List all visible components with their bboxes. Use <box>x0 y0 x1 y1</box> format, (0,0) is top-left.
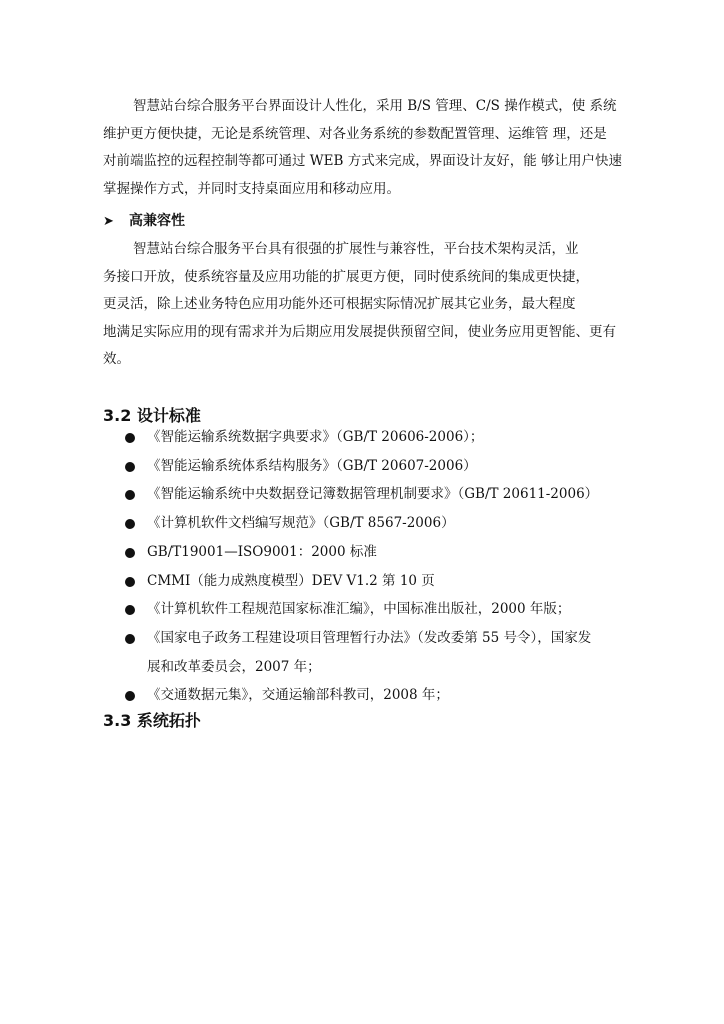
list-item-text: 《计算机软件文档编写规范》（GB/T 8567-2006） <box>147 515 455 532</box>
compat-line: 更灵活，除上述业务特色应用功能外还可根据实际情况扩展其它业务，最大程度 <box>103 296 576 312</box>
bullet-dot-icon <box>125 634 135 644</box>
list-item <box>103 423 663 452</box>
compat-heading <box>103 210 185 230</box>
intro-line: 智慧站台综合服务平台界面设计人性化，采用 B/S 管理、C/S 操作模式，使 系统 <box>133 98 617 114</box>
list-item <box>103 681 663 710</box>
list-item-text: 《计算机软件工程规范国家标准汇编》，中国标准出版社，2000 年版； <box>147 601 571 618</box>
list-item-text: CMMI（能力成熟度模型）DEV V1.2 第 10 页 <box>147 572 435 589</box>
arrow-bullet-icon: ➤ <box>103 214 114 229</box>
bullet-dot-icon <box>125 433 135 443</box>
bullet-dot-icon <box>125 490 135 500</box>
list-item <box>103 538 663 567</box>
intro-paragraph <box>103 93 663 203</box>
intro-line: 维护更方便快捷，无论是系统管理、对各业务系统的参数配置管理、运维管 理，还是 <box>103 125 607 142</box>
list-item-text: 《智能运输系统体系结构服务》（GB/T 20607-2006） <box>147 457 477 474</box>
bullet-dot-icon <box>125 462 135 472</box>
intro-line: 对前端监控的远程控制等都可通过 WEB 方式来完成，界面设计友好，能 够让用户快速 <box>103 153 623 169</box>
bullet-dot-icon <box>125 577 135 587</box>
compat-line: 效。 <box>103 351 130 367</box>
compat-line: 地满足实际应用的现有需求并为后期应用发展提供预留空间，使业务应用更智能、更有 <box>103 323 616 340</box>
compat-line: 务接口开放，使系统容量及应用功能的扩展更方便，同时使系统间的集成更快捷， <box>103 268 589 285</box>
compat-heading-label: 高兼容性 <box>129 213 185 229</box>
list-item <box>103 595 663 624</box>
list-item <box>103 624 663 653</box>
list-item-text: 《智能运输系统中央数据登记簿数据管理机制要求》（GB/T 20611-2006） <box>147 486 599 503</box>
intro-line: 掌握操作方式，并同时支持桌面应用和移动应用。 <box>103 180 400 197</box>
list-item <box>103 480 663 509</box>
list-item-text: 《智能运输系统数据字典要求》（GB/T 20606-2006）； <box>147 429 484 445</box>
list-item <box>103 567 663 596</box>
bullet-dot-icon <box>125 605 135 615</box>
list-item <box>103 452 663 481</box>
bullet-dot-icon <box>125 691 135 701</box>
compat-paragraph <box>103 236 663 374</box>
list-item-text: 《国家电子政务工程建设项目管理暂行办法》（发改委第 55 号令），国家发 <box>147 629 592 646</box>
list-item-text: GB/T19001—ISO9001：2000 标准 <box>147 543 377 560</box>
standards-list <box>103 423 663 710</box>
list-item-text: 《交通数据元集》，交通运输部科教司，2008 年； <box>147 687 449 704</box>
list-item-continuation: 展和改革委员会，2007 年； <box>147 658 321 675</box>
bullet-dot-icon <box>125 519 135 529</box>
section-3-2-title: 3.2 设计标准 <box>103 406 201 425</box>
list-item <box>103 509 663 538</box>
bullet-dot-icon <box>125 548 135 558</box>
section-3-3-title: 3.3 系统拓扑 <box>103 711 201 730</box>
compat-line: 智慧站台综合服务平台具有很强的扩展性与兼容性，平台技术架构灵活，业 <box>133 241 579 257</box>
